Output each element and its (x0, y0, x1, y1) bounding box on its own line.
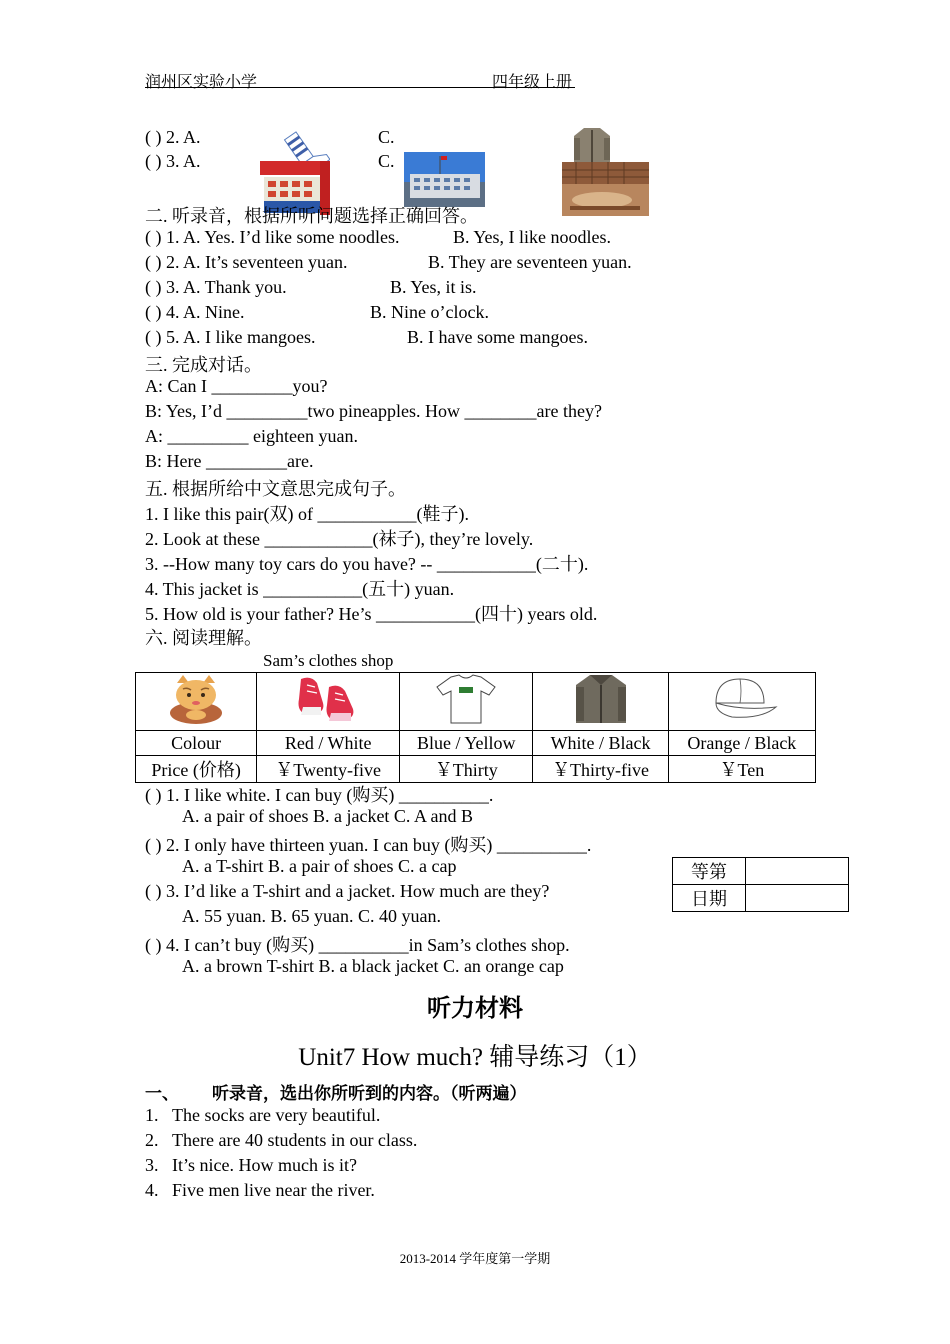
footer-term: 2013-2014 学年度第一学期 (399, 1251, 551, 1266)
header-rule (145, 87, 575, 88)
dialogue-line-3: A: _________ eighteen yuan. (145, 426, 358, 446)
reading-q1: ( ) 1. I like white. I can buy (购买) __________. (145, 785, 494, 805)
listening-section-num: 一、 (145, 1084, 179, 1104)
reading-q3-options: A. 55 yuan. B. 65 yuan. C. 40 yuan. (182, 906, 441, 926)
part2-q3-b: B. Yes, it is. (390, 277, 477, 297)
jacket-icon (568, 673, 634, 725)
part5-title: 五. 根据所给中文意思完成句子。 (145, 479, 406, 499)
dialogue-line-4: B: Here _________are. (145, 451, 314, 471)
reading-q2: ( ) 2. I only have thirteen yuan. I can buy (购买) __________. (145, 835, 592, 855)
listening-item-2: There are 40 students in our class. (172, 1130, 418, 1150)
dialogue-line-2: B: Yes, I’d _________two pineapples. How ________are they? (145, 401, 602, 421)
t-shirt-cell (400, 673, 533, 731)
price-jacket: ￥Thirty-five (533, 756, 668, 783)
part1-row-2-c: C. (378, 127, 395, 147)
part2-q5-b: B. I have some mangoes. (407, 327, 588, 347)
part2-title: 二. 听录音，根据所听问题选择正确回答。 (145, 206, 478, 226)
listening-item-2-num: 2. (145, 1130, 159, 1150)
colour-row (136, 731, 816, 756)
listening-title: 听力材料 (427, 994, 523, 1022)
reading-q4: ( ) 4. I can’t buy (购买) __________in Sam’s clothes shop. (145, 935, 570, 955)
listening-item-1-num: 1. (145, 1105, 159, 1125)
price-shoes: ￥Twenty-five (257, 756, 400, 783)
cat-toy-cell (136, 673, 257, 731)
date-label: 日期 (673, 885, 746, 912)
listening-item-1: The socks are very beautiful. (172, 1105, 381, 1125)
part1-row-2: ( ) 2. A. (145, 127, 201, 147)
sentence-2: 2. Look at these ____________(袜子), they’re lovely. (145, 529, 534, 549)
part1-row-3: ( ) 3. A. (145, 151, 201, 171)
part6-title: 六. 阅读理解。 (145, 628, 262, 648)
school-picture (404, 152, 485, 207)
cap-icon (702, 673, 782, 725)
part2-q2: ( ) 2. A. It’s seventeen yuan. (145, 252, 348, 272)
listening-item-4: Five men live near the river. (172, 1180, 375, 1200)
part2-q1-b: B. Yes, I like noodles. (453, 227, 612, 247)
price-header: Price (价格) (136, 756, 257, 783)
t-shirt-icon (433, 673, 499, 725)
grade-label: 等第 (673, 858, 746, 885)
part3-title: 三. 完成对话。 (145, 355, 262, 375)
jacket-cell (533, 673, 668, 731)
grade-label: 四年级上册 (492, 74, 573, 91)
colour-t-shirt: Blue / Yellow (400, 731, 533, 756)
unit-title: Unit7 How much? 辅导练习（1） (298, 1044, 652, 1071)
listening-item-3-num: 3. (145, 1155, 159, 1175)
cap-cell (668, 673, 815, 731)
part2-q4-b: B. Nine o’clock. (370, 302, 489, 322)
part2-q1: ( ) 1. A. Yes. I’d like some noodles. (145, 227, 400, 247)
dialogue-line-1: A: Can I _________you? (145, 376, 328, 396)
listening-section-text: 听录音，选出你所听到的内容。（听两遍） (212, 1084, 527, 1104)
jacket-picture-small (572, 126, 612, 164)
shoes-cell (257, 673, 400, 731)
part2-q5: ( ) 5. A. I like mangoes. (145, 327, 316, 347)
shop-table (135, 672, 816, 783)
colour-cap: Orange / Black (668, 731, 815, 756)
reading-q1-options: A. a pair of shoes B. a jacket C. A and B (182, 806, 473, 826)
part2-q3: ( ) 3. A. Thank you. (145, 277, 287, 297)
reading-q4-options: A. a brown T-shirt B. a black jacket C. an orange cap (182, 956, 564, 976)
reading-q3: ( ) 3. I’d like a T-shirt and a jacket. How much are they? (145, 881, 550, 901)
part2-q4: ( ) 4. A. Nine. (145, 302, 245, 322)
colour-jacket: White / Black (533, 731, 668, 756)
shop-title: Sam’s clothes shop (263, 651, 394, 670)
shoes-icon (295, 673, 361, 725)
price-cap: ￥Ten (668, 756, 815, 783)
colour-shoes: Red / White (257, 731, 400, 756)
sentence-4: 4. This jacket is ___________(五十) yuan. (145, 579, 455, 599)
cat-toy-icon (163, 673, 229, 725)
school-name: 润州区实验小学 (145, 74, 258, 91)
sentence-3: 3. --How many toy cars do you have? -- ___________(二十). (145, 554, 589, 574)
listening-item-4-num: 4. (145, 1180, 159, 1200)
library-picture (562, 162, 649, 216)
part2-q2-b: B. They are seventeen yuan. (428, 252, 632, 272)
reading-q2-options: A. a T-shirt B. a pair of shoes C. a cap (182, 856, 457, 876)
grade-field[interactable] (746, 858, 849, 885)
grade-box (672, 857, 849, 912)
part1-row-3-c: C. (378, 151, 395, 171)
picture-row (136, 673, 816, 731)
colour-header: Colour (136, 731, 257, 756)
sentence-5: 5. How old is your father? He’s ___________(四十) years old. (145, 604, 598, 624)
price-row (136, 756, 816, 783)
sentence-1: 1. I like this pair(双) of ___________(鞋子). (145, 504, 469, 524)
date-field[interactable] (746, 885, 849, 912)
price-t-shirt: ￥Thirty (400, 756, 533, 783)
listening-item-3: It’s nice. How much is it? (172, 1155, 357, 1175)
